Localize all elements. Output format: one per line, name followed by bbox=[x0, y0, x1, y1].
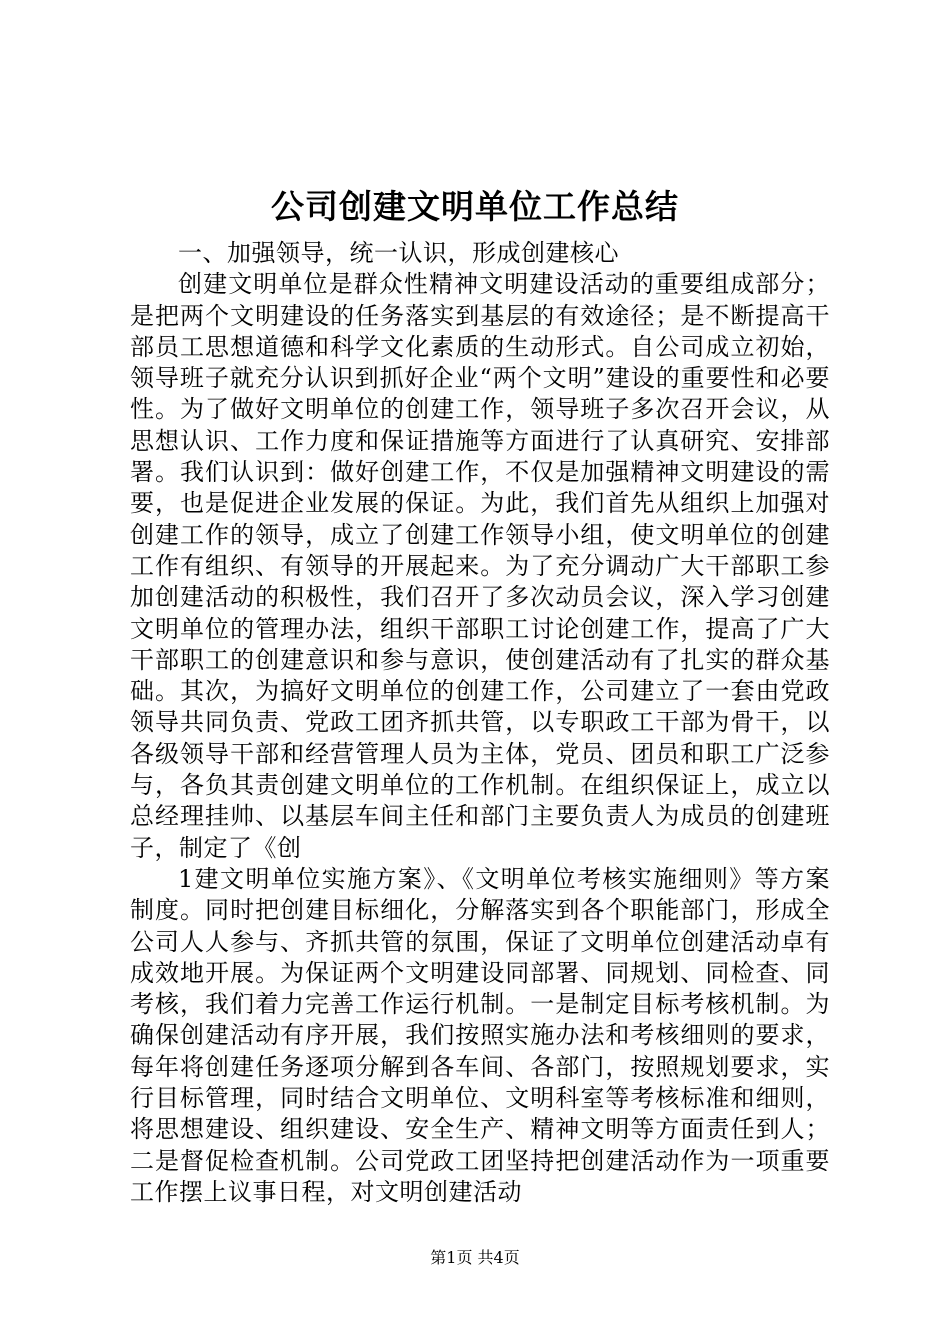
body-paragraph: 1建文明单位实施方案》、《文明单位考核实施细则》等方案制度。同时把创建目标细化，分解落实到各个职能部门，形成全公司人人参与、齐抓共管的氛围，保证了文明单位创建活动卓有成效地开展。为保证两个文明建设同部署、同规划、同检查、同考核，我们着力完善工作运行机制。一是制定目标考核机制。为确保创建活动有序开展，我们按照实施办法和考核细则的要求，每年将创建任务逐项分解到各车间、各部门，按照规划要求，实行目标管理，同时结合文明单位、文明科室等考核标准和细则，将思想建设、组织建设、安全生产、精神文明等方面责任到人；二是督促检查机制。公司党政工团坚持把创建活动作为一项重要工作摆上议事日程，对文明创建活动 bbox=[130, 864, 830, 1206]
document-body bbox=[130, 238, 830, 1208]
section-heading: 一、加强领导，统一认识，形成创建核心 bbox=[178, 239, 619, 267]
document-title: 公司创建文明单位工作总结 bbox=[271, 187, 679, 226]
page-number-footer: 第1页 共4页 bbox=[430, 1248, 520, 1267]
body-paragraph: 创建文明单位是群众性精神文明建设活动的重要组成部分；是把两个文明建设的任务落实到基层的有效途径；是不断提高干部员工思想道德和科学文化素质的生动形式。自公司成立初始，领导班子就充分认识到抓好企业“两个文明”建设的重要性和必要性。为了做好文明单位的创建工作，领导班子多次召开会议，从思想认识、工作力度和保证措施等方面进行了认真研究、安排部署。我们认识到：做好创建工作，不仅是加强精神文明建设的需要，也是促进企业发展的保证。为此，我们首先从组织上加强对创建工作的领导，成立了创建工作领导小组，使文明单位的创建工作有组织、有领导的开展起来。为了充分调动广大干部职工参加创建活动的积极性，我们召开了多次动员会议，深入学习创建文明单位的管理办法，组织干部职工讨论创建工作，提高了广大干部职工的创建意识和参与意识，使创建活动有了扎实的群众基础。其次，为搞好文明单位的创建工作，公司建立了一套由党政领导共同负责、党政工团齐抓共管，以专职政工干部为骨干，以各级领导干部和经营管理人员为主体，党员、团员和职工广泛参与，各负其责创建文明单位的工作机制。在组织保证上，成立以总经理挂帅、以基层车间主任和部门主要负责人为成员的创建班子，制定了《创 bbox=[130, 270, 830, 862]
